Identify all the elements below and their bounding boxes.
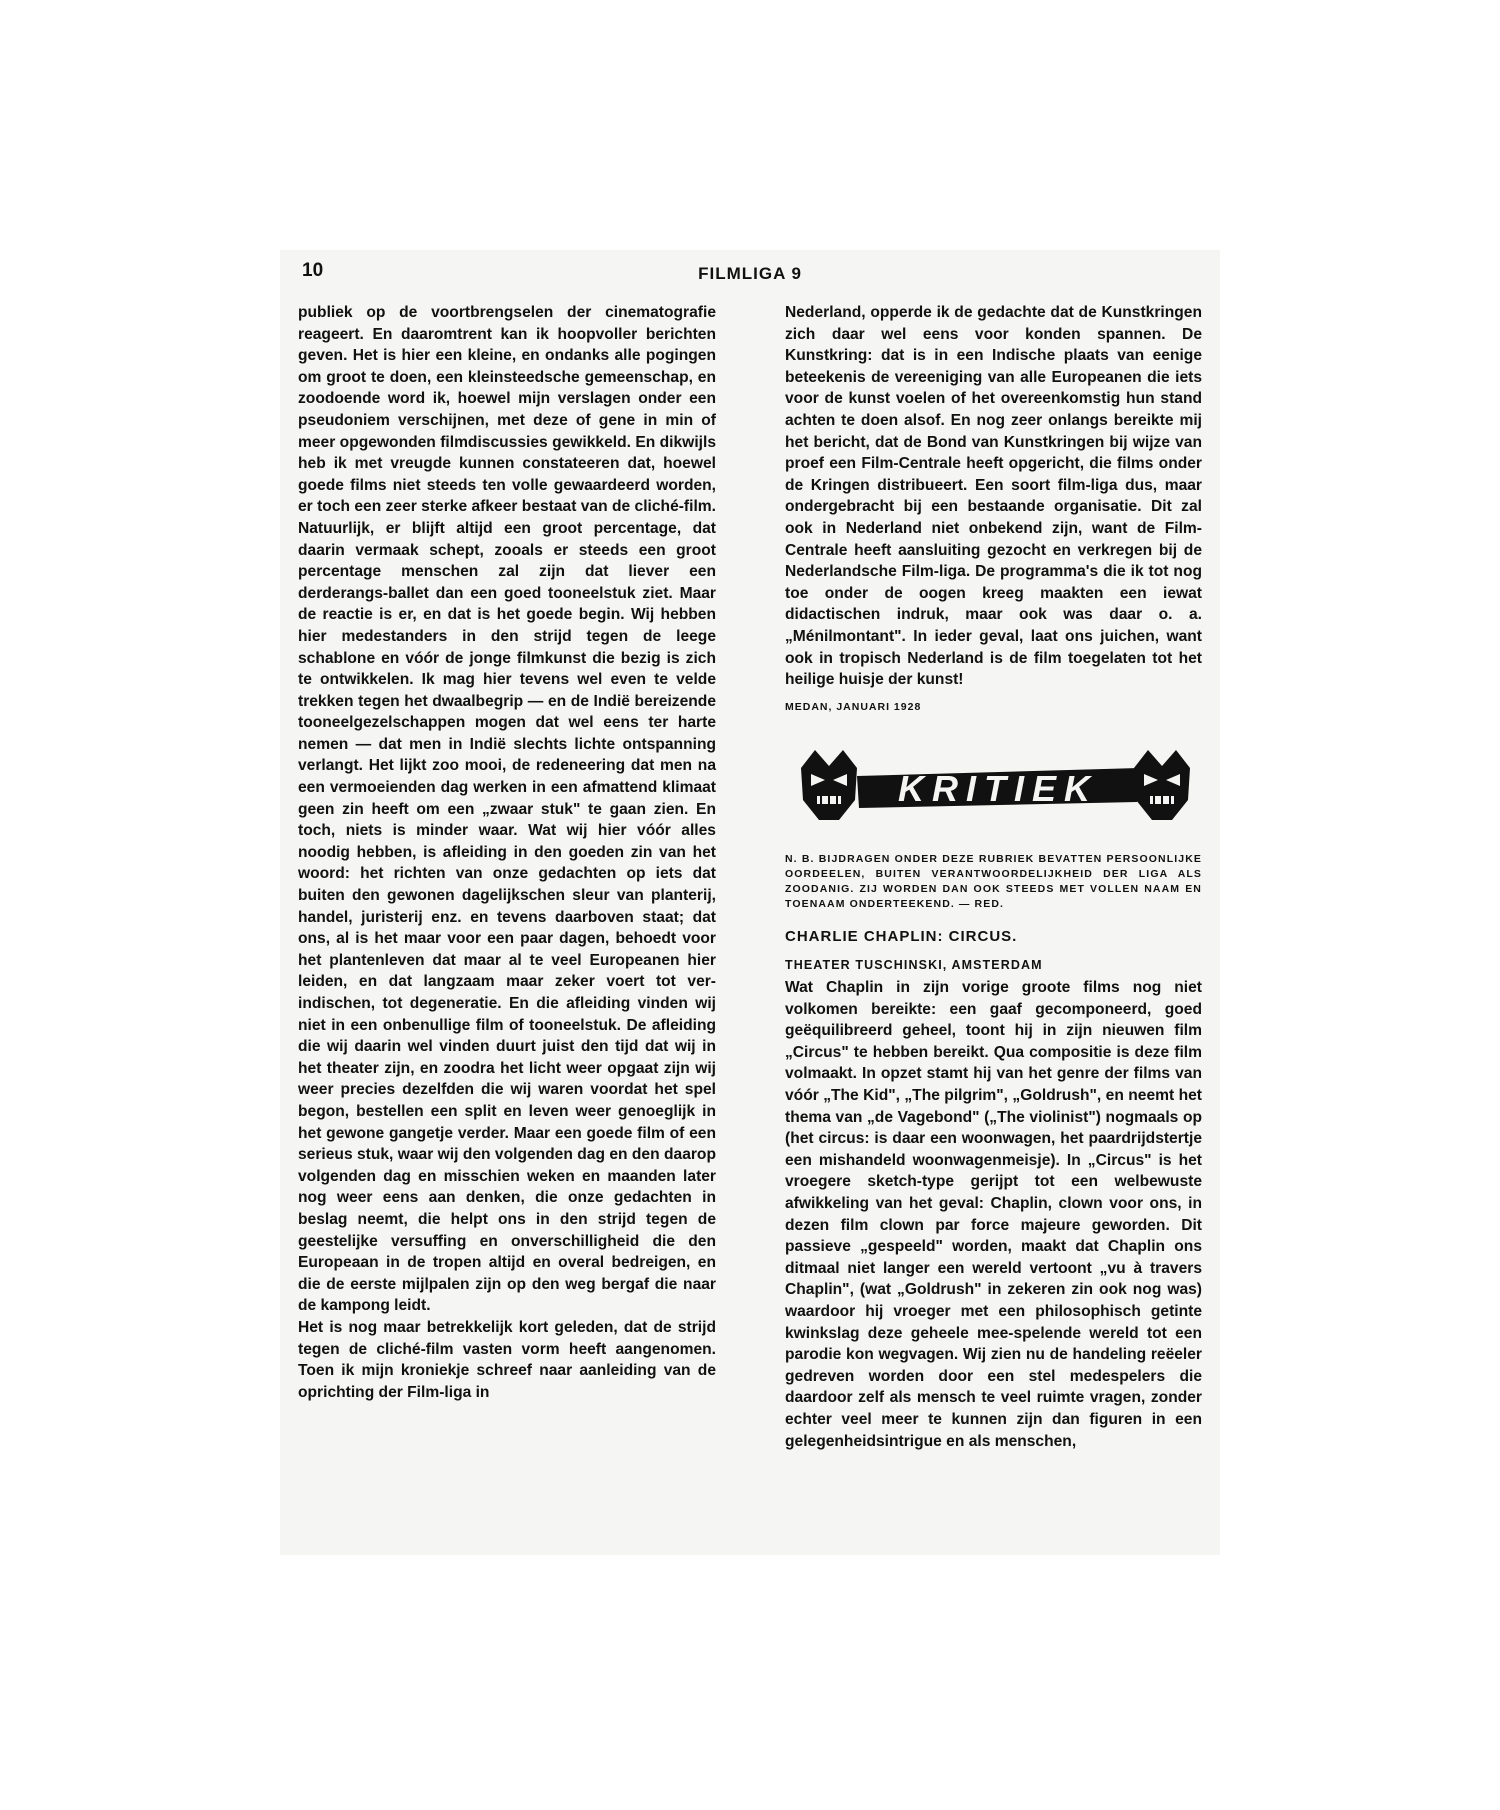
paragraph: Nederland, opperde ik de gedachte dat de Kunstkringen zich daar wel eens voor konden spannen. De Kunstkring: dat is in een Indische plaats van eenige beteekenis de vereeniging van alle Europeanen die iets voor de kunst voelen of het overeenkomstig hun stand achten te doen alsof. En nog zeer onlangs bereikte mij het bericht, dat de Bond van Kunstkringen bij wijze van proef een Film-Centrale heeft opgericht, die films onder de Kringen distribueert. Een soort film-liga dus, maar ondergebracht bij een bestaande organisatie. Dit zal ook in Nederland niet onbekend zijn, want de Film-Centrale heeft aansluiting gezocht en verkregen bij de Nederlandsche Film-liga. De programma's die ik tot nog toe onder de oogen kreeg maakten een iewat didactischen indruk, maar ook was daar o. a. „Ménilmontant". In ieder geval, laat ons juichen, want ook in tropisch Nederland is de film toegelaten tot het heilige huisje der kunst!: [785, 304, 1202, 689]
rubric-note: N. B. BIJDRAGEN ONDER DEZE RUBRIEK BEVATTEN PERSOONLIJKE OORDEELEN, BUITEN VERANTWOORDELIJKHEID DER LIGA ALS ZOODANIG. ZIJ WORDEN DAN OOK STEEDS MET VOLLEN NAAM EN TOENAAM ONDERTEEKEND. — RED.: [785, 852, 1202, 910]
magazine-page: [280, 250, 1220, 1555]
paragraph: Het is nog maar betrekkelijk kort geleden, dat de strijd tegen de cliché-film vasten vorm heeft aangenomen. Toen ik mijn kroniekje schreef naar aanleiding van de oprichting der Film-liga in: [298, 1318, 716, 1401]
right-column: [785, 302, 1202, 1452]
mask-ornament-left: [801, 750, 857, 820]
dateline: MEDAN, JANUARI 1928: [785, 700, 922, 713]
article-title: CHARLIE CHAPLIN: CIRCUS.: [785, 927, 1018, 945]
paragraph: publiek op de voortbrengselen der cinematografie reageert. En daaromtrent kan ik hoopvoller berichten geven. Het is hier een kleine, en ondanks alle pogingen om groot te doen, een kleinsteedsche gemeenschap, en zoodoende word ik, hoewel mijn verslagen onder een pseudoniem verschijnen, met deze of gene in min of meer opgewonden filmdiscussies gewikkeld. En dikwijls heb ik met vreugde kunnen constateeren dat, hoewel goede films niet steeds ten volle gewaardeerd worden, er toch een zeer sterke afkeer bestaat van de cliché-film. Natuurlijk, er blijft altijd een groot percentage, dat daarin vermaak schept, zooals er steeds een groot percentage menschen zal zijn dat liever een derderangs-ballet dan een goed tooneelstuk ziet. Maar de reactie is er, en dat is het goede begin. Wij hebben hier medestanders in den strijd tegen de leege schablone en vóór de jonge filmkunst die bezig is zich te ontwikkelen. Ik mag hier tevens wel even te velde trekken tegen het dwaalbegrip — en de Indië bereizende tooneelgezelschappen mogen dat wel eens ter harte nemen — dat men in Indië slechts lichte ontspanning verlangt. Het lijkt zoo mooi, de redeneering dat men na een vermoeienden dag werken in een afmattend klimaat geen zin heeft om een „zwaar stuk" te gaan zien. En toch, niets is minder waar. Wat wij hier vóór alles noodig hebben, is afleiding in den goeden zin van het woord: het richten van onze gedachten op iets dat buiten den gewonen dagelijkschen sleur van planterij, handel, juristerij enz. en tevens daarboven staat; dat ons, al is het maar voor een paar dagen, behoedt voor het plantenleven dat maar al te veel Europeanen hier leiden, en dat langzaam maar zeker voert tot ver-indischen, tot degeneratie. En die afleiding vinden wij niet in een onbenullige film of tooneelstuk. De afleiding die wij daarin wel vinden duurt juist den tijd dat wij in het theater zijn, en zoodra het licht weer opgaat zijn wij weer precies dezelfden die wij waren voordat het spel begon, bestellen een split en leven weer genoeglijk in het gewone gangetje verder. Maar een goede film of een serieus stuk, waar wij den volgenden dag en den daarop volgenden dag en misschien weken en maanden later nog weer eens aan denken, die onze gedachten in beslag neemt, die helpt ons in den strijd tegen de geestelijke versuffing en onverschilligheid die den Europeaan in de tropen altijd en overal bedreigen, en die de eerste mijlpalen zijn op den weg bergaf die naar de kampong leidt.: [298, 304, 716, 1315]
running-head: FILMLIGA 9: [698, 264, 802, 283]
article-body: Wat Chaplin in zijn vorige groote films nog niet volkomen bereikte: een gaaf gecomponeerd, goed geëquilibreerd geheel, toont hij in zijn nieuwen film „Circus" te hebben bereikt. Qua compositie is deze film volmaakt. In opzet stamt hij van het genre der films van vóór „The Kid", „The pilgrim", „Goldrush", en neemt het thema van „de Vagebond" („The violinist") nogmaals op (het circus: is daar een woonwagen, het paardrijdstertje een mishandeld woonwagenmeisje). In „Circus" is het vroegere sketch-type gerijpt tot een welbewuste afwikkeling van het geval: Chaplin, clown voor ons, in dezen film clown par force majeure geworden. Dit passieve „gespeeld" worden, maakt dat Chaplin ons ditmaal niet langer een wereld vertoont „vu à travers Chaplin", (wat „Goldrush" in zekeren zin ook nog was) waardoor hij vroeger met een philosophisch getinte kwinkslag deze geheele mee-spelende wereld tot een parodie kon wegvagen. Wij zien nu de handeling reëeler gedreven worden door een stel medespelers die daardoor zelf als mensch te veel ruimte vragen, zonder echter veel meer te kunnen zijn dan figuren in een gelegenheidsintrigue en als menschen,: [785, 979, 1202, 1450]
page-number: 10: [302, 260, 324, 281]
mask-ornament-right: [1134, 750, 1190, 820]
kritiek-section-logo: [799, 748, 1194, 823]
left-column: [298, 302, 716, 1403]
logo-wordmark: KRITIEK: [898, 768, 1098, 810]
article-subtitle: THEATER TUSCHINSKI, AMSTERDAM: [785, 958, 1043, 973]
